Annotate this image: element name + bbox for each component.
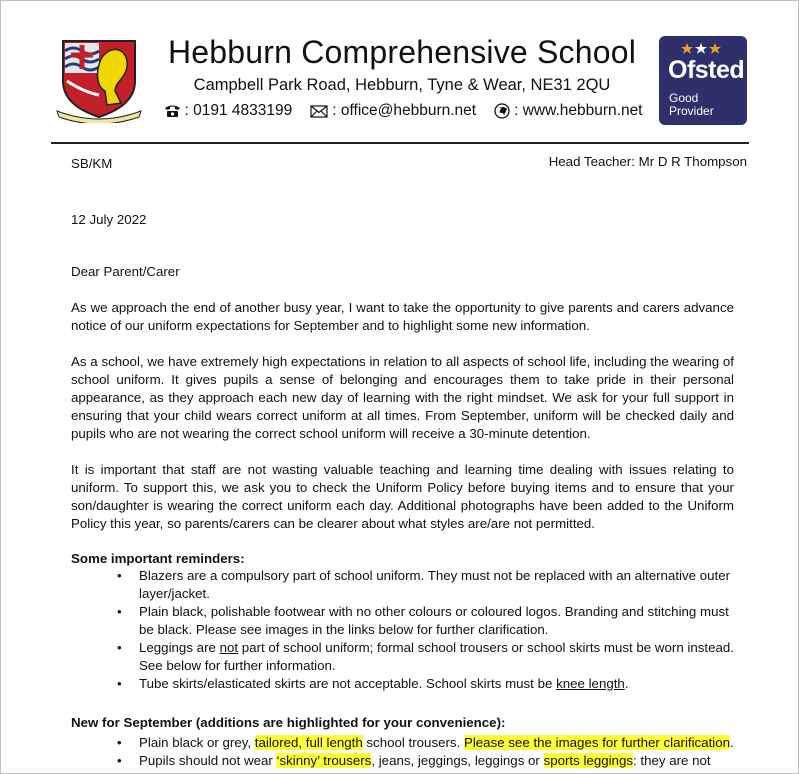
email-address: : office@hebburn.net: [332, 102, 477, 119]
reminder-blazers: Blazers are a compulsory part of school uniform. They must not be replaced with an alternative outer layer/jacket.: [139, 568, 731, 601]
trousers-highlight-2: Please see the images for further clarification: [463, 735, 731, 750]
phone-contact: [164, 102, 293, 120]
salutation: Dear Parent/Carer: [71, 264, 180, 279]
skinny-part3: : they are not: [633, 753, 711, 768]
reminders-heading: Some important reminders:: [71, 551, 245, 566]
school-name: Hebburn Comprehensive School: [167, 34, 637, 70]
reminder-leggings-emphasis: not: [219, 640, 239, 655]
skinny-highlight-1: ‘skinny’ trousers: [276, 753, 372, 768]
contact-line: [163, 102, 643, 120]
trousers-part1: Plain black or grey,: [139, 735, 255, 750]
letter-reference: SB/KM: [71, 156, 113, 171]
trousers-part3: .: [730, 735, 734, 750]
stars-icon: [681, 42, 721, 56]
new-september-heading: New for September (additions are highlighted for your convenience):: [71, 715, 506, 730]
website-address: : www.hebburn.net: [514, 102, 643, 119]
paragraph-3: It is important that staff are not wasting valuable teaching and learning time dealing with issues relating to uniform. To support this, we ask you to check the Uniform Policy before buying items and to ensure that your son/daughter is wearing the correct uniform each day. Additional photographs have been added to the Uniform Policy this year, so parents/carers can be clearer about what styles are/are not permitted.: [71, 462, 734, 531]
list-item: [139, 603, 734, 639]
school-crest-logo: [55, 37, 143, 123]
phone-number: : 0191 4833199: [184, 102, 293, 119]
head-teacher: Head Teacher: Mr D R Thompson: [548, 154, 747, 169]
reminder-skirts-part1: Tube skirts/elasticated skirts are not acceptable. School skirts must be: [139, 676, 557, 691]
reminder-skirts-part2: .: [624, 676, 629, 691]
trousers-part2: school trousers.: [362, 735, 464, 750]
trousers-highlight-1: tailored, full length: [254, 735, 363, 750]
web-contact: [494, 102, 642, 120]
skinny-highlight-2: sports leggings: [543, 753, 633, 768]
ofsted-rating-line2: Provider: [669, 104, 714, 118]
list-item: [139, 675, 734, 693]
skinny-part2: , jeans, jeggings, leggings or: [371, 753, 544, 768]
globe-icon: [494, 103, 510, 119]
ofsted-rating-line1: Good: [669, 91, 699, 105]
paragraph-2: As a school, we have extremely high expectations in relation to all aspects of school life, including the wearing of school uniform. It gives pupils a sense of belonging and encourages them to take pride in their personal appearance, as they approach each new day of learning with the right mindset. We ask for your full support in ensuring that your child wears correct uniform at all times. From September, uniform will be checked daily and pupils who are not wearing the correct school uniform will receive a 30-minute detention.: [71, 354, 734, 441]
envelope-icon: [310, 105, 328, 118]
email-contact: [310, 102, 476, 120]
telephone-icon: [164, 104, 181, 118]
paragraph-1: As we approach the end of another busy year, I want to take the opportunity to give parents and carers advance notice of our uniform expectations for September and to highlight some new information.: [71, 300, 734, 333]
reminder-leggings-part1: Leggings are: [139, 640, 220, 655]
list-item: [139, 734, 734, 752]
new-items-list: [139, 734, 734, 770]
reminder-footwear: Plain black, polishable footwear with no other colours or coloured logos. Branding and stitching must be black. Please see images in the links below for further clarification.: [139, 604, 729, 637]
reminders-list: [139, 567, 734, 693]
list-item: [139, 639, 734, 675]
school-address: Campbell Park Road, Hebburn, Tyne & Wear, NE31 2QU: [193, 76, 611, 94]
reminder-skirts-emphasis: knee length: [556, 676, 625, 691]
header-divider: [51, 142, 749, 144]
ofsted-badge: [659, 36, 747, 125]
skinny-part1: Pupils should not wear: [139, 753, 277, 768]
list-item: [139, 567, 734, 603]
list-item: [139, 752, 734, 770]
reminder-leggings-part2: part of school uniform; formal school trousers or school skirts must be worn instead. See below for further information.: [139, 640, 734, 673]
ofsted-logo-text: Ofsted: [668, 56, 745, 84]
letter-date: 12 July 2022: [71, 212, 147, 227]
